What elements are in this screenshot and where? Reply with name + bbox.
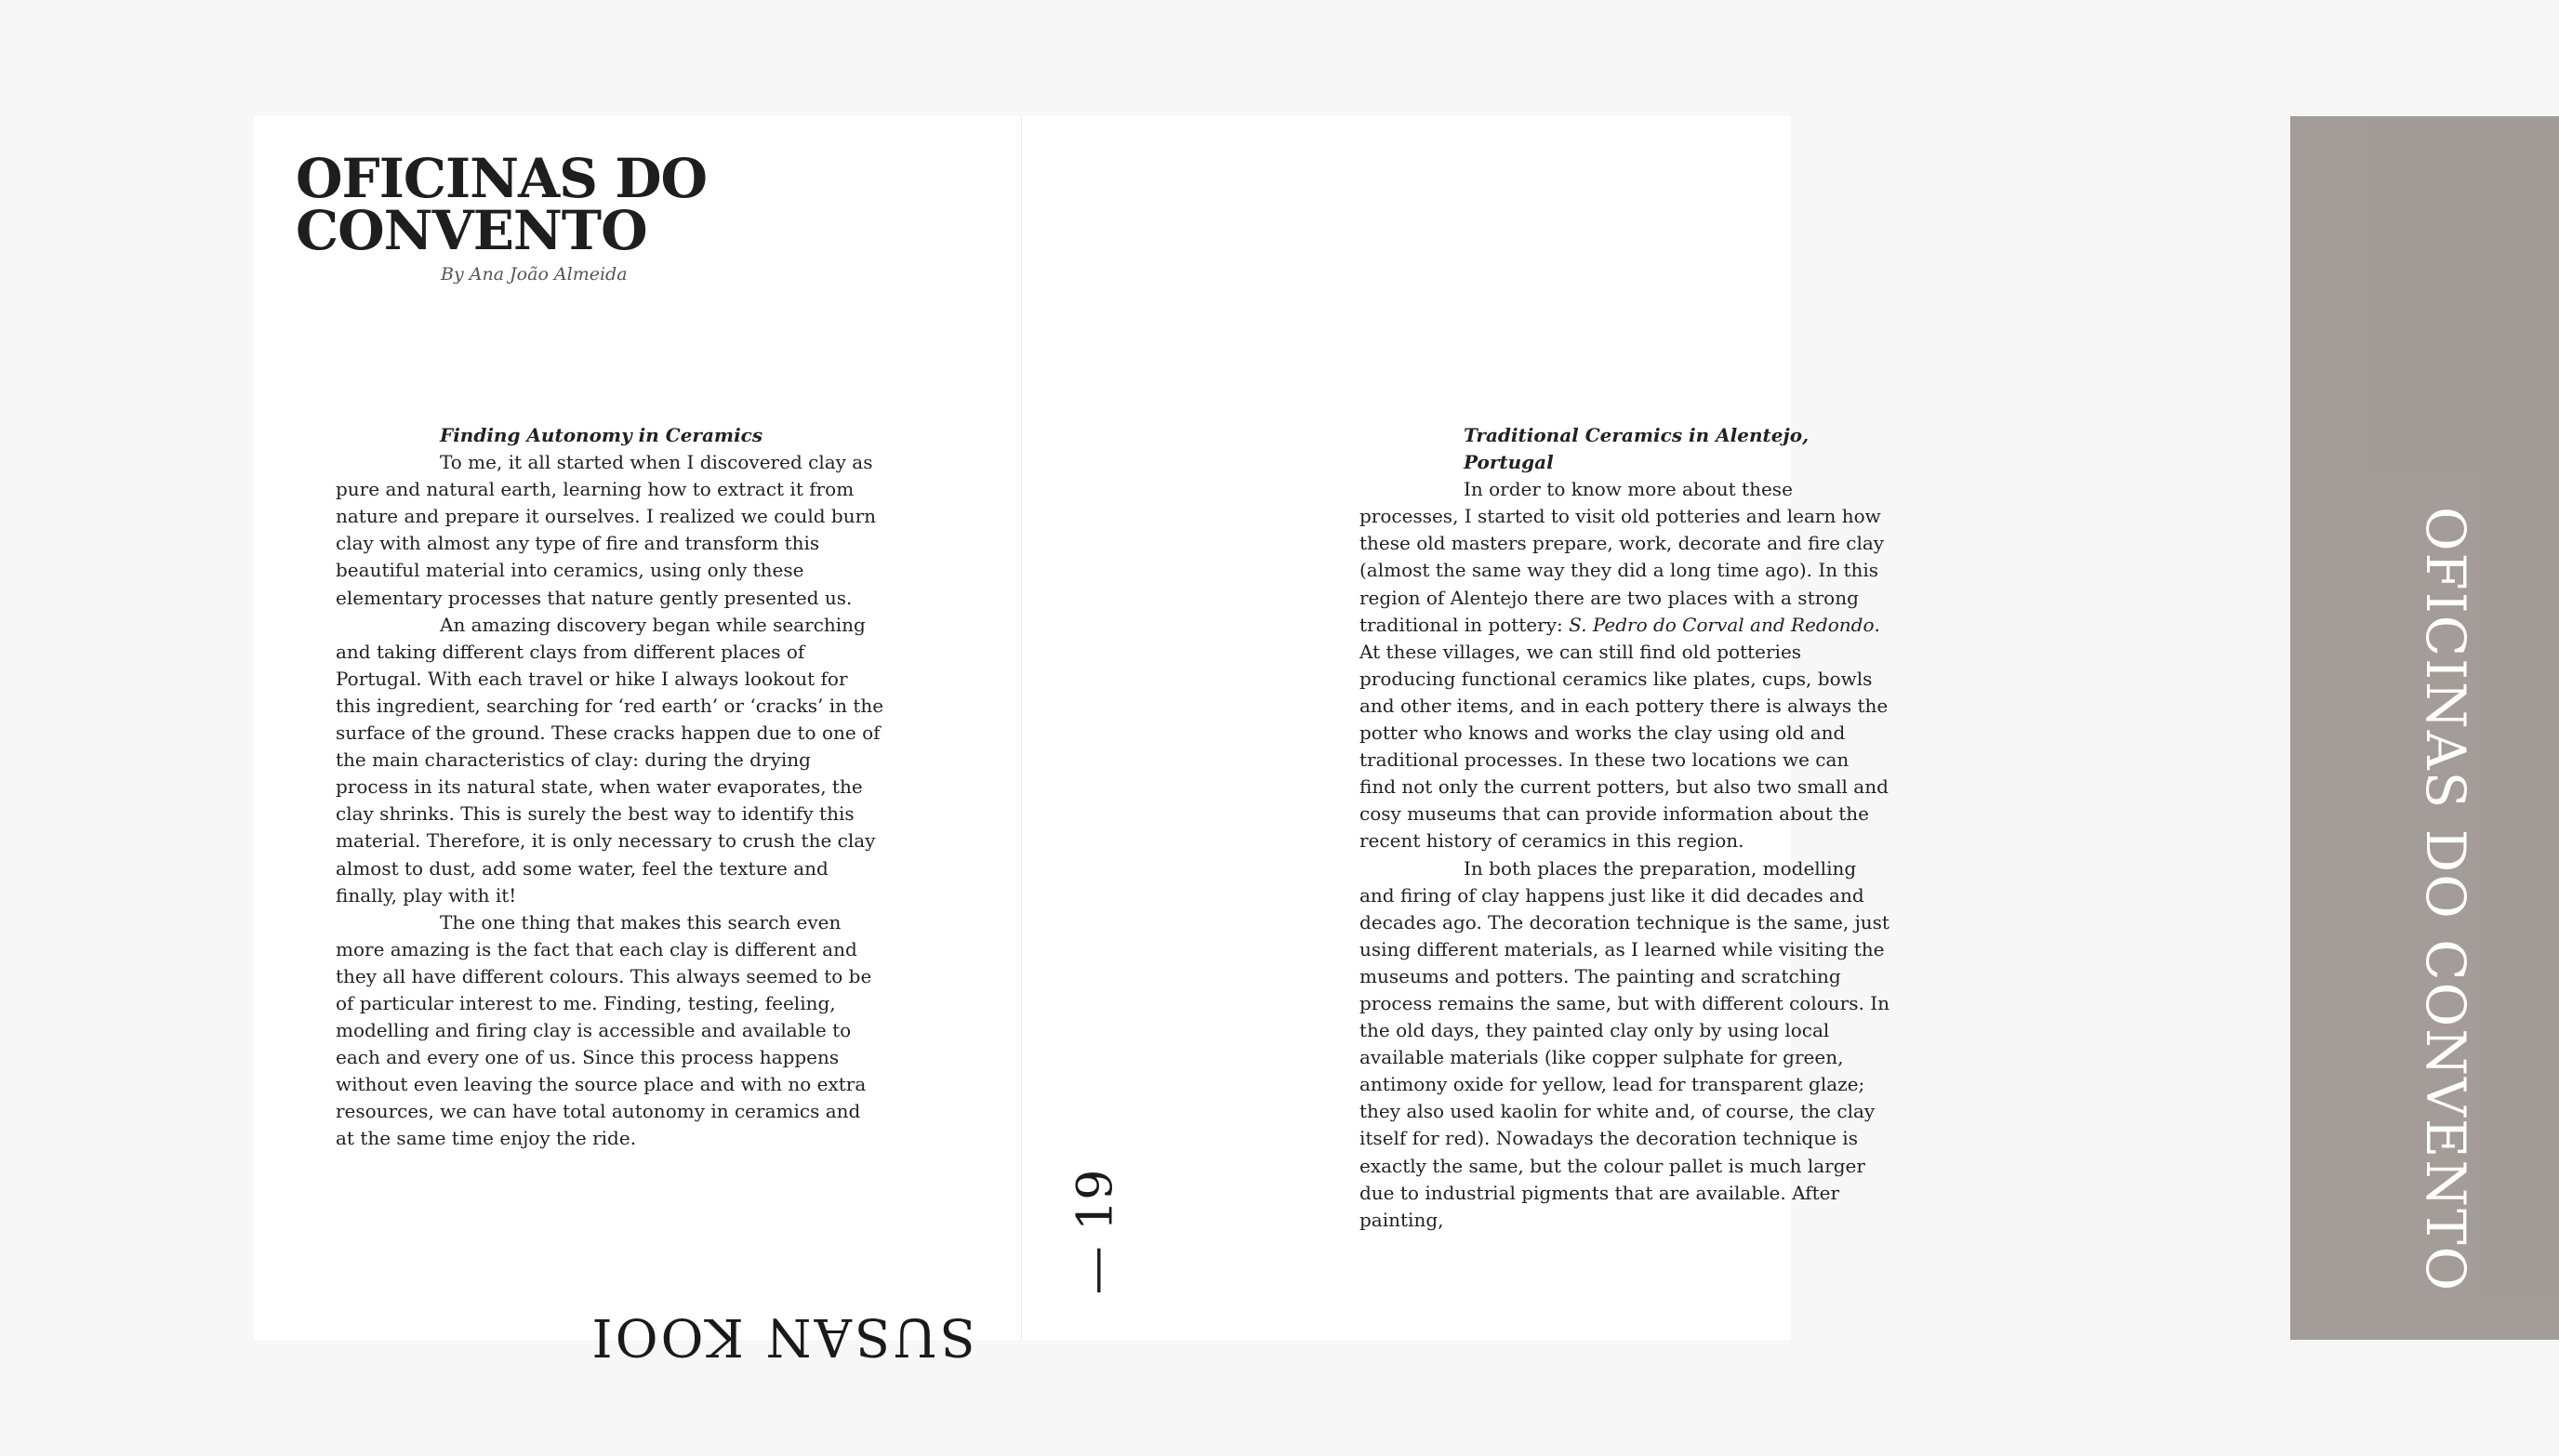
paragraph-text: In order to know more about these processes, I started to visit old potteries and learn how these old masters prepare, work, decorate and fire clay (almost the same way they did a long time ago). In this region of Alentejo there are two places with a strong traditional in pottery:: [1359, 478, 1885, 636]
left-text-column: [336, 422, 884, 1153]
right-text-column: [1359, 422, 1889, 1234]
title-line-2: CONVENTO: [296, 199, 647, 262]
paragraph: [1359, 476, 1889, 854]
page-number: — 19: [1067, 1169, 1124, 1295]
paragraph-text: . At these villages, we can still find old potteries producing functional ceramics like plates, cups, bowls and other items, and in each pottery there is always the potter who knows and works the clay using old and traditional processes. In these two locations we can find not only the current potters, but also two small and cosy museums that can provide information about the recent history of ceramics in this region.: [1359, 613, 1889, 853]
rotated-author-name: SUSAN KOOI: [589, 1306, 975, 1367]
paragraph: In both places the preparation, modelling and firing of clay happens just like it did decades and decades ago. The decoration technique is the same, just using different materials, as I learned while visiting the museums and potters. The painting and scratching process remains the same, but with different colours. In the old days, they painted clay only by using local available materials (like copper sulphate for green, antimony oxide for yellow, lead for transparent glaze; they also used kaolin for white and, of course, the clay itself for red). Nowadays the decoration technique is exactly the same, but the colour pallet is much larger due to industrial pigments that are available. After painting,: [1359, 856, 1889, 1231]
paragraph: The one thing that makes this search even more amazing is the fact that each clay is different and they all have different colours. This always seemed to be of particular interest to me. Finding, testing, feeling, modelling and firing clay is accessible and available to each and every one of us. Since this process happens without even leaving the source place and with no extra resources, we can have total autonomy in ceramics and at the same time enjoy the ride.: [336, 910, 872, 1150]
left-page: [254, 116, 1022, 1367]
paragraph: To me, it all started when I discovered clay as pure and natural earth, learning how to extract it from nature and prepare it ourselves. I realized we could burn clay with almost any type of fire and transform this beautiful material into ceramics, using only these elementary processes that nature gently presented us.: [336, 451, 877, 609]
place-names: S. Pedro do Corval and Redondo: [1569, 613, 1875, 636]
vertical-band-title: OFICINAS DO CONVENTO: [2414, 507, 2477, 1293]
magazine-spread: [254, 116, 2477, 1367]
title-line-1: OFICINAS DO: [296, 147, 708, 210]
right-page: [1022, 116, 2477, 1340]
section-heading: Finding Autonomy in Ceramics: [440, 424, 763, 446]
article-title: [296, 147, 708, 262]
byline: By Ana João Almeida: [441, 264, 628, 285]
section-heading: Traditional Ceramics in Alentejo, Portugal: [1464, 424, 1810, 474]
paragraph: An amazing discovery began while searching and taking different clays from different places of Portugal. With each travel or hike I always lookout for this ingredient, searching for ‘red earth’ or ‘cracks’ in the surface of the ground. These cracks happen due to one of the main characteristics of clay: during the drying process in its natural state, when water evaporates, the clay shrinks. This is surely the best way to identify this material. Therefore, it is only necessary to crush the clay almost to dust, add some water, feel the texture and finally, play with it!: [336, 613, 884, 907]
